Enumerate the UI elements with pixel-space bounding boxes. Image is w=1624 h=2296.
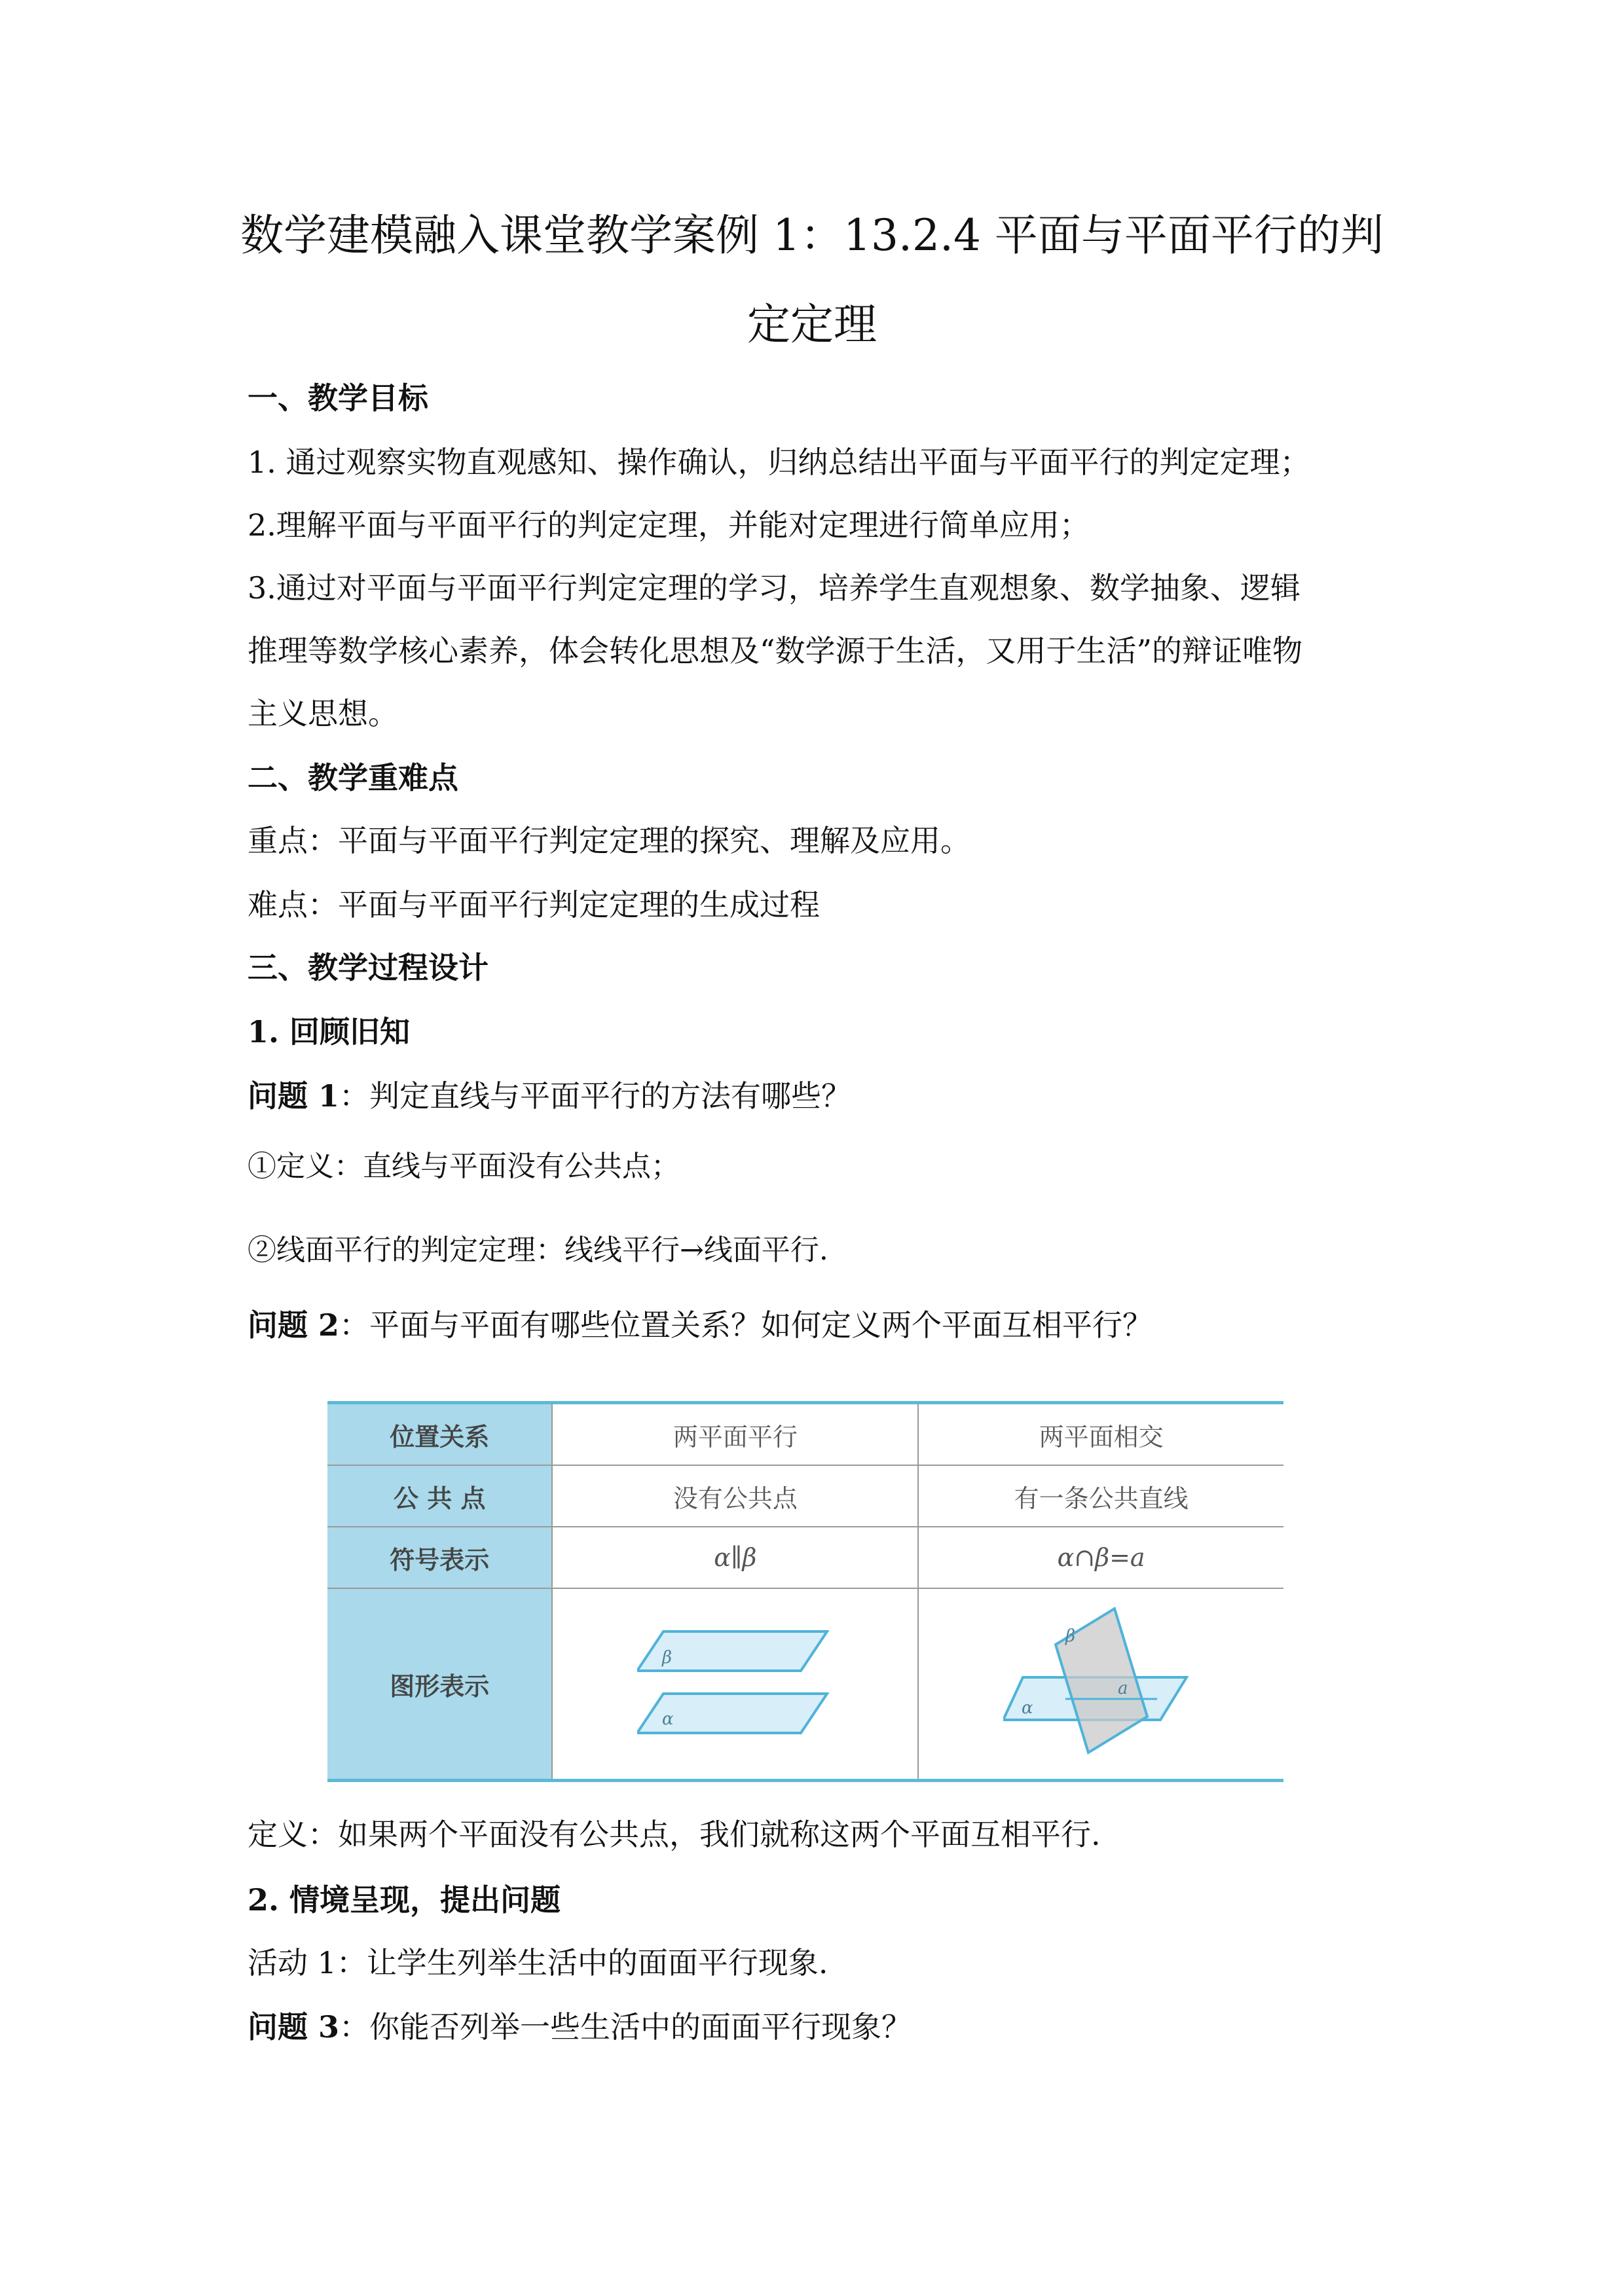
- row-head-symbol: 符号表示: [327, 1527, 552, 1588]
- section-heading-keypoints: 二、教学重难点: [248, 760, 458, 795]
- parallel-planes-figure: [637, 1618, 834, 1749]
- cell-intersect-symbol: α∩β=a: [918, 1527, 1283, 1588]
- cell-parallel-common-points: 没有公共点: [552, 1465, 918, 1527]
- label-alpha: α: [661, 1709, 674, 1729]
- section-heading-process: 三、教学过程设计: [248, 950, 489, 985]
- label-beta: β: [661, 1648, 672, 1667]
- plane-relationship-table: [327, 1401, 1283, 1782]
- label-alpha: α: [1021, 1698, 1033, 1718]
- question-2-text: ：平面与平面有哪些位置关系？如何定义两个平面互相平行？: [339, 1307, 1153, 1343]
- goal-item-3-line3: 主义思想。: [248, 696, 398, 731]
- table-row: [327, 1403, 1283, 1466]
- answer-theorem: ②线面平行的判定定理：线线平行→线面平行.: [248, 1233, 828, 1267]
- difficult-point: 难点：平面与平面平行判定定理的生成过程: [248, 887, 820, 922]
- row-head-figure: 图形表示: [327, 1588, 552, 1781]
- table-row: [327, 1465, 1283, 1527]
- table-row: [327, 1527, 1283, 1588]
- document-title-line1: 数学建模融入课堂教学案例 1：13.2.4 平面与平面平行的判: [240, 210, 1384, 261]
- row-head-relation: 位置关系: [327, 1403, 552, 1466]
- parallel-definition: 定义：如果两个平面没有公共点，我们就称这两个平面互相平行.: [248, 1817, 1101, 1852]
- question-3-label: 问题 3: [248, 2009, 340, 2045]
- question-1-label: 问题 1: [248, 1078, 340, 1114]
- question-1: [248, 1076, 1387, 1116]
- goal-item-3-line1: 3.通过对平面与平面平行判定定理的学习，培养学生直观想象、数学抽象、逻辑: [248, 570, 1301, 606]
- step-heading-review: 1. 回顾旧知: [248, 1014, 411, 1049]
- cell-intersect-relation: 两平面相交: [918, 1403, 1283, 1466]
- cell-intersect-figure: [918, 1588, 1283, 1781]
- section-heading-goals: 一、教学目标: [248, 380, 428, 416]
- question-1-text: ：判定直线与平面平行的方法有哪些？: [339, 1078, 852, 1114]
- intersecting-planes-figure: [1003, 1605, 1200, 1762]
- goal-item-3-line2: 推理等数学核心素养，体会转化思想及“数学源于生活，又用于生活”的辩证唯物: [248, 633, 1303, 668]
- question-2-label: 问题 2: [248, 1307, 340, 1343]
- answer-definition: ①定义：直线与平面没有公共点；: [248, 1150, 680, 1183]
- cell-parallel-figure: [552, 1588, 918, 1781]
- cell-parallel-relation: 两平面平行: [552, 1403, 918, 1466]
- table-row: [327, 1588, 1283, 1781]
- key-point: 重点：平面与平面平行判定定理的探究、理解及应用。: [248, 823, 970, 858]
- cell-intersect-common-points: 有一条公共直线: [918, 1465, 1283, 1527]
- label-a: a: [1117, 1679, 1128, 1698]
- question-2: [248, 1305, 1387, 1345]
- step-heading-scenario: 2. 情境呈现，提出问题: [248, 1882, 561, 1918]
- label-beta: β: [1065, 1626, 1075, 1646]
- activity-1: 活动 1：让学生列举生活中的面面平行现象.: [248, 1945, 828, 1980]
- document-title-line2: 定定理: [747, 299, 877, 350]
- row-head-common-points: 公 共 点: [327, 1465, 552, 1527]
- cell-parallel-symbol: α∥β: [552, 1527, 918, 1588]
- question-3: [248, 2007, 1387, 2047]
- question-3-text: ：你能否列举一些生活中的面面平行现象？: [339, 2009, 912, 2045]
- goal-item-1: 1. 通过观察实物直观感知、操作确认，归纳总结出平面与平面平行的判定定理；: [248, 445, 1310, 480]
- goal-item-2: 2.理解平面与平面平行的判定定理，并能对定理进行简单应用；: [248, 507, 1090, 543]
